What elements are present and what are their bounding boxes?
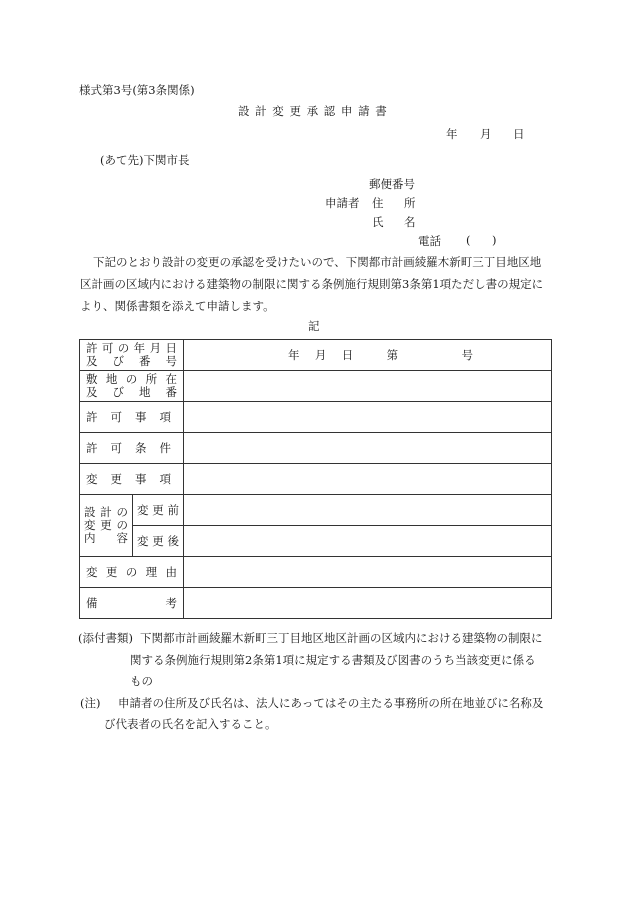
change-before-label: 変 更 前 [133, 495, 184, 526]
permit-date-value[interactable]: 年 月 日 第 号 [184, 340, 552, 371]
table-row-change-reason [80, 557, 552, 588]
phone-paren-open: ( [466, 233, 471, 247]
date-month: 月 [480, 127, 492, 141]
change-reason-value[interactable] [184, 557, 552, 588]
change-items-value[interactable] [184, 464, 552, 495]
table-row-permit-date [80, 340, 552, 371]
attachments-line-2: 関する条例施行規則第2条第1項に規定する書類及び図書のうち当該変更に係る [130, 653, 536, 667]
table-row-site-location [80, 371, 552, 402]
table-row-remarks [80, 588, 552, 619]
applicant-label: 申請者 [325, 196, 360, 210]
change-after-label: 変 更 後 [133, 526, 184, 557]
table-row-permit-items [80, 402, 552, 433]
ki-label: 記 [308, 319, 320, 333]
table-row-change-before [80, 495, 552, 526]
phone-paren-close: ) [492, 233, 497, 247]
remarks-label: 備 考 [80, 588, 184, 619]
address-label-2: 所 [404, 196, 416, 210]
attachments-line-3: もの [130, 674, 153, 688]
body-paragraph: 下記のとおり設計の変更の承認を受けたいので、下関都市計画綾羅木新町三丁目地区地区計画の区域内における建築物の制限に関する条例施行規則第3条第1項ただし書の規定により、関係書類を添えて申請します。 [80, 255, 544, 313]
site-location-label: 敷 地 の 所 在 及 び 地 番 [80, 371, 184, 402]
remarks-value[interactable] [184, 588, 552, 619]
attachments-line-1: 下関都市計画綾羅木新町三丁目地区地区計画の区域内における建築物の制限に [140, 631, 543, 645]
permit-date-label: 許 可 の 年 月 日 及 び 番 号 [80, 340, 184, 371]
table-row-change-after [80, 526, 552, 557]
site-location-value[interactable] [184, 371, 552, 402]
addressee: (あて先)下関市長 [100, 153, 190, 167]
permit-items-label: 許 可 事 項 [80, 402, 184, 433]
name-label-2: 名 [404, 215, 416, 229]
change-items-label: 変 更 事 項 [80, 464, 184, 495]
application-table [79, 339, 552, 619]
change-before-value[interactable] [184, 495, 552, 526]
postal-code-label: 郵便番号 [369, 177, 415, 191]
address-label-1: 住 [372, 196, 384, 210]
attachments-label: (添付書類) [78, 631, 133, 645]
permit-conditions-value[interactable] [184, 433, 552, 464]
form-id: 様式第3号(第3条関係) [79, 83, 195, 97]
table-row-change-items [80, 464, 552, 495]
table-row-permit-conditions [80, 433, 552, 464]
phone-label: 電話 [418, 234, 441, 248]
date-day: 日 [513, 127, 525, 141]
design-change-content-label: 設 計 の 変 更 の 内 容 [80, 495, 133, 557]
permit-conditions-label: 許 可 条 件 [80, 433, 184, 464]
date-year: 年 [446, 127, 458, 141]
change-after-value[interactable] [184, 526, 552, 557]
note-line-2: び代表者の氏名を記入すること。 [104, 717, 277, 731]
note-line-1: 申請者の住所及び氏名は、法人にあってはその主たる事務所の所在地並びに名称及 [118, 696, 544, 710]
document-title: 設 計 変 更 承 認 申 請 書 [238, 104, 388, 118]
change-reason-label: 変 更 の 理 由 [80, 557, 184, 588]
permit-items-value[interactable] [184, 402, 552, 433]
note-label: (注) [80, 696, 101, 710]
name-label-1: 氏 [372, 215, 384, 229]
